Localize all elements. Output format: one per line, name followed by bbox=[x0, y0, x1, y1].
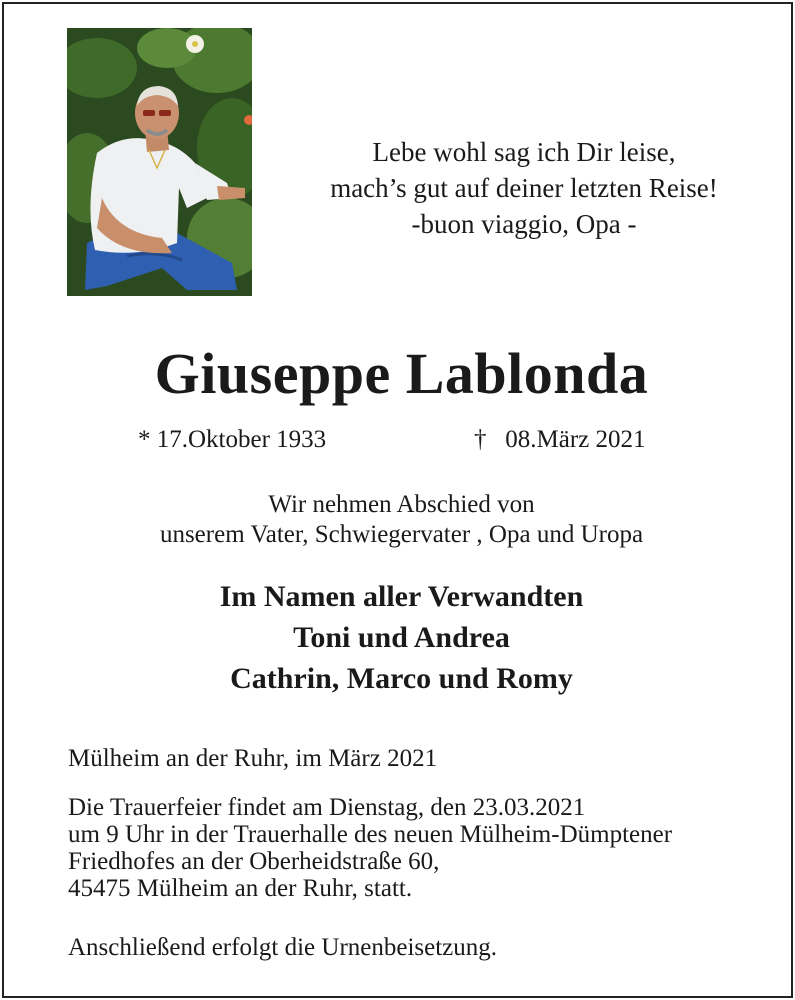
mourner-line: Cathrin, Marco und Romy bbox=[230, 662, 573, 695]
mourner-line: Toni und Andrea bbox=[293, 621, 510, 654]
poem-line: mach’s gut auf deiner letzten Reise! bbox=[330, 173, 718, 203]
poem-line: Lebe wohl sag ich Dir leise, bbox=[372, 137, 676, 167]
ceremony-line: Friedhofes an der Oberheidstraße 60, bbox=[68, 848, 440, 875]
farewell-line: unserem Vater, Schwiegervater , Opa und Uropa bbox=[159, 521, 644, 548]
portrait-photo bbox=[67, 28, 252, 296]
poem bbox=[274, 134, 774, 242]
ceremony-line: 45475 Mülheim an der Ruhr, statt. bbox=[68, 875, 413, 902]
birth-date: * 17.Oktober 1933 bbox=[138, 426, 327, 453]
death-date-line bbox=[474, 426, 646, 454]
obituary-card bbox=[2, 2, 793, 998]
mourner-line: Im Namen aller Verwandten bbox=[219, 580, 584, 613]
place-date: Mülheim an der Ruhr, im März 2021 bbox=[68, 745, 438, 772]
death-date: 08.März 2021 bbox=[505, 426, 646, 453]
deceased-name: Giuseppe Lablonda bbox=[154, 341, 649, 406]
farewell-line: Wir nehmen Abschied von bbox=[268, 491, 535, 518]
urn-burial-note: Anschließend erfolgt die Urnenbeisetzung. bbox=[68, 934, 498, 961]
poem-line: -buon viaggio, Opa - bbox=[411, 209, 637, 239]
ceremony-details bbox=[68, 794, 788, 902]
ceremony-line: Die Trauerfeier findet am Dienstag, den 23.03.2021 bbox=[68, 794, 586, 821]
farewell-text bbox=[4, 490, 795, 550]
mourners bbox=[4, 576, 795, 699]
ceremony-line: um 9 Uhr in der Trauerhalle des neuen Mülheim-Dümptener bbox=[68, 821, 673, 848]
dagger-icon: † bbox=[474, 426, 487, 453]
